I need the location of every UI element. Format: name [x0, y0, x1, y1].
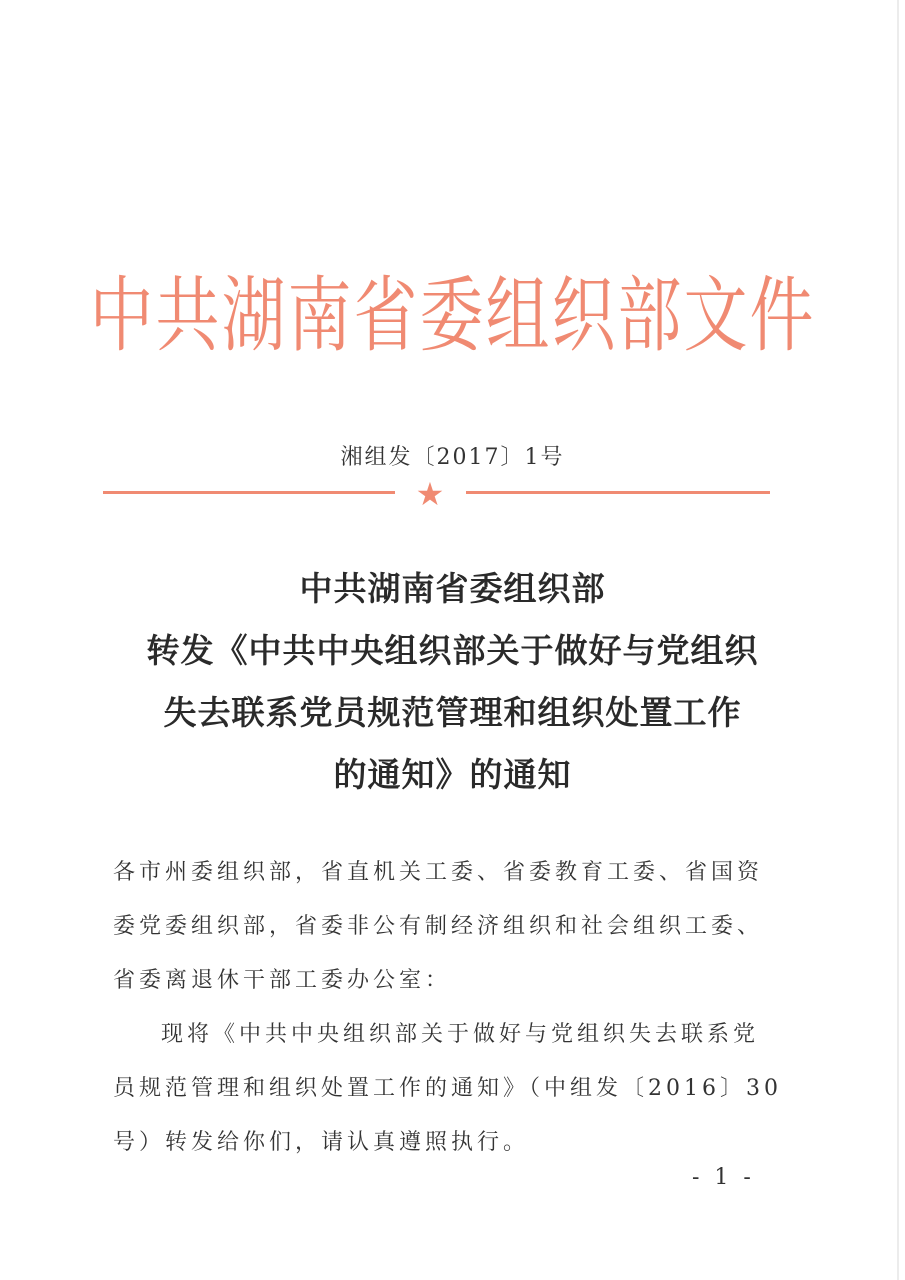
title-line: 转发《中共中央组织部关于做好与党组织: [146, 631, 759, 670]
addressee-line: 省委离退休干部工委办公室：: [113, 968, 452, 993]
title-line: 中共湖南省委组织部: [299, 569, 606, 608]
page-number: - 1 -: [692, 1165, 755, 1190]
paragraph-line: 现将《中共中央组织部关于做好与党组织失去联系党: [161, 1022, 760, 1047]
document-number: 湘组发〔2017〕1号: [340, 445, 565, 470]
addressee-line: 委党委组织部，省委非公有制经济组织和社会组织工委、: [113, 914, 764, 939]
star-icon: ★: [415, 475, 445, 513]
divider-line-left: [103, 491, 395, 494]
title-line: 失去联系党员规范管理和组织处置工作: [163, 693, 742, 732]
paragraph-line: 号）转发给你们，请认真遵照执行。: [113, 1130, 530, 1155]
paragraph-line: 员规范管理和组织处置工作的通知》（中组发〔2016〕30: [113, 1076, 782, 1101]
divider-line-right: [466, 491, 770, 494]
masthead-title: 中共湖南省委组织部文件: [89, 269, 816, 364]
addressee-line: 各市州委组织部，省直机关工委、省委教育工委、省国资: [113, 860, 764, 885]
title-line: 的通知》的通知: [333, 755, 572, 794]
document-body: [113, 846, 782, 1170]
document-title: [0, 558, 905, 806]
